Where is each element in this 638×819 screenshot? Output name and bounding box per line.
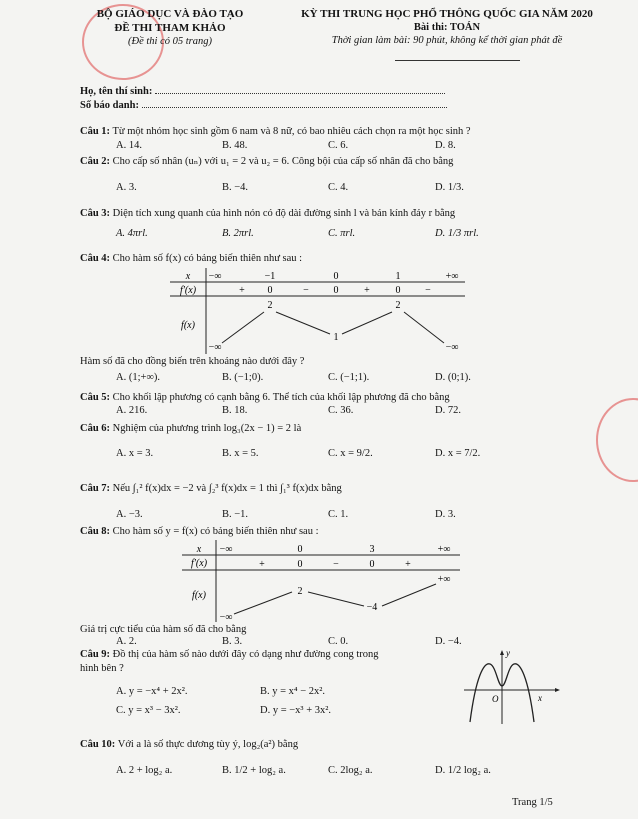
q3-option-b[interactable]: B. 2πrl. <box>222 228 254 239</box>
t4-f-1: 2 <box>267 300 273 311</box>
q5-option-c[interactable]: C. 36. <box>328 405 354 416</box>
question-7: Câu 7: Nếu ∫₁² f(x)dx = −2 và ∫₂³ f(x)dx = 1 thì ∫₁³ f(x)dx bằng <box>80 483 342 494</box>
pages-note: (Đề thi có 05 trang) <box>128 36 212 47</box>
q10-option-b[interactable]: B. 1/2 + log₂ a. <box>222 765 286 776</box>
question-9-line2: hình bên ? <box>80 663 124 674</box>
q1-option-c[interactable]: C. 6. <box>328 140 349 151</box>
t4-x-0: −∞ <box>208 271 222 282</box>
t8-sign-4: + <box>405 559 411 570</box>
q3-option-a[interactable]: A. 4πrl. <box>116 228 148 239</box>
t4-sign-1: 0 <box>267 285 273 296</box>
q10-option-d[interactable]: D. 1/2 log₂ a. <box>435 765 491 776</box>
t8-x-1: 0 <box>297 544 303 555</box>
t4-row-fp: f′(x) <box>179 285 197 296</box>
t4-row-x: x <box>185 271 191 282</box>
t8-sign-2: − <box>333 559 339 570</box>
q9-option-d[interactable]: D. y = −x³ + 3x². <box>260 705 332 716</box>
q3-option-d[interactable]: D. 1/3 πrl. <box>435 228 479 239</box>
q3-option-c[interactable]: C. πrl. <box>328 228 356 239</box>
q2-option-c[interactable]: C. 4. <box>328 182 349 193</box>
question-4: Câu 4: Cho hàm số f(x) có bảng biến thiên như sau : <box>80 253 303 264</box>
q5-option-a[interactable]: A. 216. <box>116 405 148 416</box>
q8-option-d[interactable]: D. −4. <box>435 636 462 647</box>
question-6: Câu 6: Nghiệm của phương trình log₃(2x − 1) = 2 là <box>80 423 302 434</box>
t4-x-1: −1 <box>264 271 276 282</box>
q9-x-label: x <box>538 693 542 703</box>
t8-sign-1: 0 <box>297 559 303 570</box>
candidate-name-label: Họ, tên thí sinh: <box>80 86 155 97</box>
q9-option-c[interactable]: C. y = x³ − 3x². <box>116 705 181 716</box>
q9-graph <box>462 646 562 726</box>
question-2: Câu 2: Cho cấp số nhân (uₙ) với u₁ = 2 và u₂ = 6. Công bội của cấp số nhân đã cho bằng <box>80 156 454 167</box>
question-5: Câu 5: Cho khối lập phương có cạnh bằng 6. Thể tích của khối lập phương đã cho bằng <box>80 392 450 403</box>
t4-sign-0: + <box>239 285 245 296</box>
q7-option-a[interactable]: A. −3. <box>116 509 143 520</box>
q6-option-b[interactable]: B. x = 5. <box>222 448 259 459</box>
q8-option-c[interactable]: C. 0. <box>328 636 349 647</box>
t8-row-x: x <box>196 544 202 555</box>
t4-x-2: 0 <box>333 271 339 282</box>
q1-option-a[interactable]: A. 14. <box>116 140 142 151</box>
q6-option-d[interactable]: D. x = 7/2. <box>435 448 481 459</box>
header-left <box>80 8 260 47</box>
t4-sign-4: + <box>364 285 370 296</box>
t4-x-4: +∞ <box>445 271 459 282</box>
t4-sign-5: 0 <box>395 285 401 296</box>
exam-title: KỲ THI TRUNG HỌC PHỔ THÔNG QUỐC GIA NĂM 2020 <box>301 8 593 20</box>
q1-option-b[interactable]: B. 48. <box>222 140 248 151</box>
question-4-followup: Hàm số đã cho đồng biến trên khoảng nào dưới đây ? <box>80 356 305 367</box>
ministry-name: BỘ GIÁO DỤC VÀ ĐÀO TẠO <box>96 8 244 20</box>
q5-option-b[interactable]: B. 18. <box>222 405 248 416</box>
q4-option-d[interactable]: D. (0;1). <box>435 372 471 383</box>
t4-sign-6: − <box>425 285 431 296</box>
t4-f-4: −∞ <box>445 342 459 353</box>
question-1: Câu 1: Từ một nhóm học sinh gồm 6 nam và 8 nữ, có bao nhiêu cách chọn ra một học sinh ? <box>80 126 471 137</box>
q2-option-a[interactable]: A. 3. <box>116 182 137 193</box>
t8-f-2: −4 <box>366 602 378 613</box>
q9-y-label: y <box>506 648 510 658</box>
candidate-name-line <box>80 86 445 97</box>
q9-origin-label: O <box>492 694 499 704</box>
header-right <box>262 8 632 46</box>
question-10: Câu 10: Với a là số thực dương tùy ý, log₂(a²) bằng <box>80 739 299 750</box>
header-divider <box>395 60 520 61</box>
candidate-id-line <box>80 100 447 111</box>
t8-f-0: −∞ <box>219 612 233 623</box>
q2-option-d[interactable]: D. 1/3. <box>435 182 464 193</box>
variation-table-q4 <box>170 268 470 356</box>
t4-f-0: −∞ <box>208 342 222 353</box>
q6-option-a[interactable]: A. x = 3. <box>116 448 154 459</box>
q9-option-a[interactable]: A. y = −x⁴ + 2x². <box>116 686 188 697</box>
official-seal-right <box>596 398 638 482</box>
question-9: Câu 9: Đồ thị của hàm số nào dưới đây có dạng như đường cong trong <box>80 649 379 660</box>
t8-sign-3: 0 <box>369 559 375 570</box>
t8-f-3: +∞ <box>437 574 451 585</box>
q6-option-c[interactable]: C. x = 9/2. <box>328 448 373 459</box>
q7-option-b[interactable]: B. −1. <box>222 509 249 520</box>
t8-x-0: −∞ <box>219 544 233 555</box>
q9-option-b[interactable]: B. y = x⁴ − 2x². <box>260 686 326 697</box>
q1-option-d[interactable]: D. 8. <box>435 140 456 151</box>
q8-option-a[interactable]: A. 2. <box>116 636 137 647</box>
q8-option-b[interactable]: B. 3. <box>222 636 243 647</box>
t8-sign-0: + <box>259 559 265 570</box>
q4-option-b[interactable]: B. (−1;0). <box>222 372 264 383</box>
q4-option-c[interactable]: C. (−1;1). <box>328 372 370 383</box>
question-3: Câu 3: Diện tích xung quanh của hình nón có độ dài đường sinh l và bán kính đáy r bằng <box>80 208 456 219</box>
q4-option-a[interactable]: A. (1;+∞). <box>116 372 161 383</box>
t8-x-3: +∞ <box>437 544 451 555</box>
t4-f-2: 1 <box>333 332 339 343</box>
t8-row-fp: f′(x) <box>190 558 208 569</box>
q7-option-d[interactable]: D. 3. <box>435 509 456 520</box>
page-number: Trang 1/5 <box>512 797 553 808</box>
time-note: Thời gian làm bài: 90 phút, không kể thời gian phát đề <box>331 35 563 46</box>
question-8-followup: Giá trị cực tiểu của hàm số đã cho bằng <box>80 624 247 635</box>
t8-f-1: 2 <box>297 586 303 597</box>
q2-option-b[interactable]: B. −4. <box>222 182 249 193</box>
t8-row-f: f(x) <box>192 590 206 601</box>
t4-sign-2: − <box>303 285 309 296</box>
q5-option-d[interactable]: D. 72. <box>435 405 461 416</box>
q10-option-a[interactable]: A. 2 + log₂ a. <box>116 765 173 776</box>
t4-sign-3: 0 <box>333 285 339 296</box>
t4-row-f: f(x) <box>181 320 195 331</box>
question-8: Câu 8: Cho hàm số y = f(x) có bảng biến thiên như sau : <box>80 526 319 537</box>
t4-x-3: 1 <box>395 271 401 282</box>
variation-table-q8 <box>182 540 462 624</box>
q7-option-c[interactable]: C. 1. <box>328 509 349 520</box>
t4-f-3: 2 <box>395 300 401 311</box>
candidate-id-label: Số báo danh: <box>80 100 142 111</box>
q10-option-c[interactable]: C. 2log₂ a. <box>328 765 373 776</box>
t8-x-2: 3 <box>369 544 375 555</box>
subject-line: Bài thi: TOÁN <box>413 22 481 33</box>
exam-kind: ĐỀ THI THAM KHẢO <box>114 22 226 34</box>
